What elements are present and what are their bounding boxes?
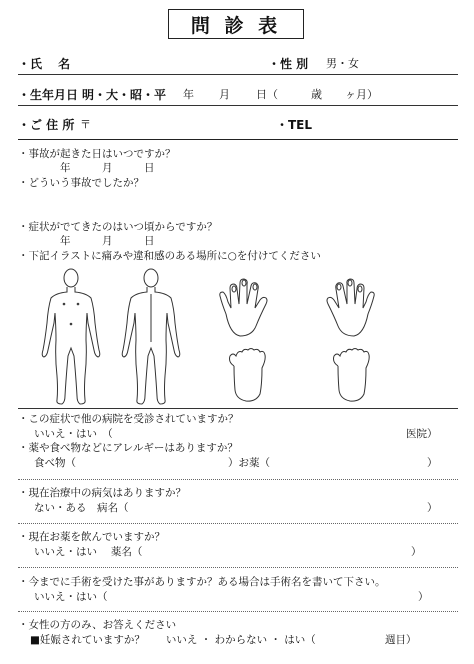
birth-label: ・生年月日	[18, 88, 79, 102]
header-divider	[18, 139, 458, 140]
accident-date-fields[interactable]: 年 月 日	[60, 162, 155, 174]
question-allergy: ・薬や食べ物などにアレルギーはありますか？	[18, 442, 238, 454]
question-current-treatment: ・現在治療中の病気はありますか？	[18, 487, 186, 499]
birth-underline	[18, 105, 458, 106]
symptom-onset-date-fields[interactable]: 年 月 日	[60, 235, 155, 247]
question-medication: ・現在お薬を飲んでいますか？	[18, 531, 165, 543]
name-underline	[18, 74, 458, 75]
birth-month: 月	[219, 88, 230, 101]
question-other-hospital: ・この症状で他の病院を受診されていますか？	[18, 413, 239, 425]
section-divider	[18, 611, 458, 612]
age-months-label: ヶ月）	[345, 88, 378, 101]
other-hospital-answer[interactable]: いいえ・はい （	[34, 428, 113, 440]
sex-label: ・性 別	[268, 57, 309, 71]
section-divider	[18, 523, 458, 524]
section-divider	[18, 567, 458, 568]
question-accident-date: ・事故が起きた日はいつですか？	[18, 148, 176, 160]
tel-label: ・TEL	[276, 118, 313, 132]
age-label: 歳	[311, 88, 322, 101]
current-treatment-end: ）	[427, 502, 438, 514]
birth-year: 年	[183, 88, 194, 101]
question-symptom-onset: ・症状がでてきたのはいつ頃からですか？	[18, 221, 218, 233]
question-female-only: ・女性の方のみ、お答えください	[18, 619, 177, 631]
body-front-icon[interactable]	[38, 268, 104, 406]
surgery-end: ）	[418, 591, 429, 603]
birth-day: 日（	[256, 88, 278, 101]
address-label: ・ご 住 所	[18, 118, 75, 132]
postal-mark: 〒	[80, 118, 91, 131]
medication-end: ）	[411, 546, 422, 558]
medication-answer[interactable]: いいえ・はい 薬名（	[34, 546, 143, 558]
other-hospital-suffix: 医院）	[406, 428, 438, 440]
sex-options[interactable]: 男・女	[326, 57, 359, 70]
pregnancy-answer[interactable]: ■妊娠されていますか？ いいえ ・ わからない ・ はい（	[30, 634, 316, 646]
question-surgery: ・今までに手術を受けた事がありますか？ある場合は手術名を書いて下さい。	[18, 576, 386, 588]
question-mark-illustration: ・下記イラストに痛みや違和感のある場所に○を付けてください	[18, 250, 321, 262]
question-accident-type: ・どういう事故でしたか？	[18, 177, 144, 189]
allergy-drug-field[interactable]: ）お薬（	[228, 457, 270, 469]
page-title: 問 診 表	[168, 9, 304, 39]
allergy-food-field[interactable]: 食べ物（	[34, 457, 76, 469]
section-divider	[18, 479, 458, 480]
hands-icon[interactable]	[218, 278, 376, 340]
name-label: ・氏 名	[18, 57, 71, 71]
illustration-divider	[18, 408, 458, 409]
allergy-end: ）	[427, 457, 438, 469]
body-back-icon[interactable]	[118, 268, 184, 406]
surgery-answer[interactable]: いいえ・はい（	[34, 591, 108, 603]
current-treatment-answer[interactable]: ない・ある 病名（	[34, 502, 129, 514]
feet-soles-icon[interactable]	[226, 346, 376, 404]
pregnancy-weeks-end: 週目）	[385, 634, 417, 646]
era-options[interactable]: 明・大・昭・平	[82, 88, 167, 102]
